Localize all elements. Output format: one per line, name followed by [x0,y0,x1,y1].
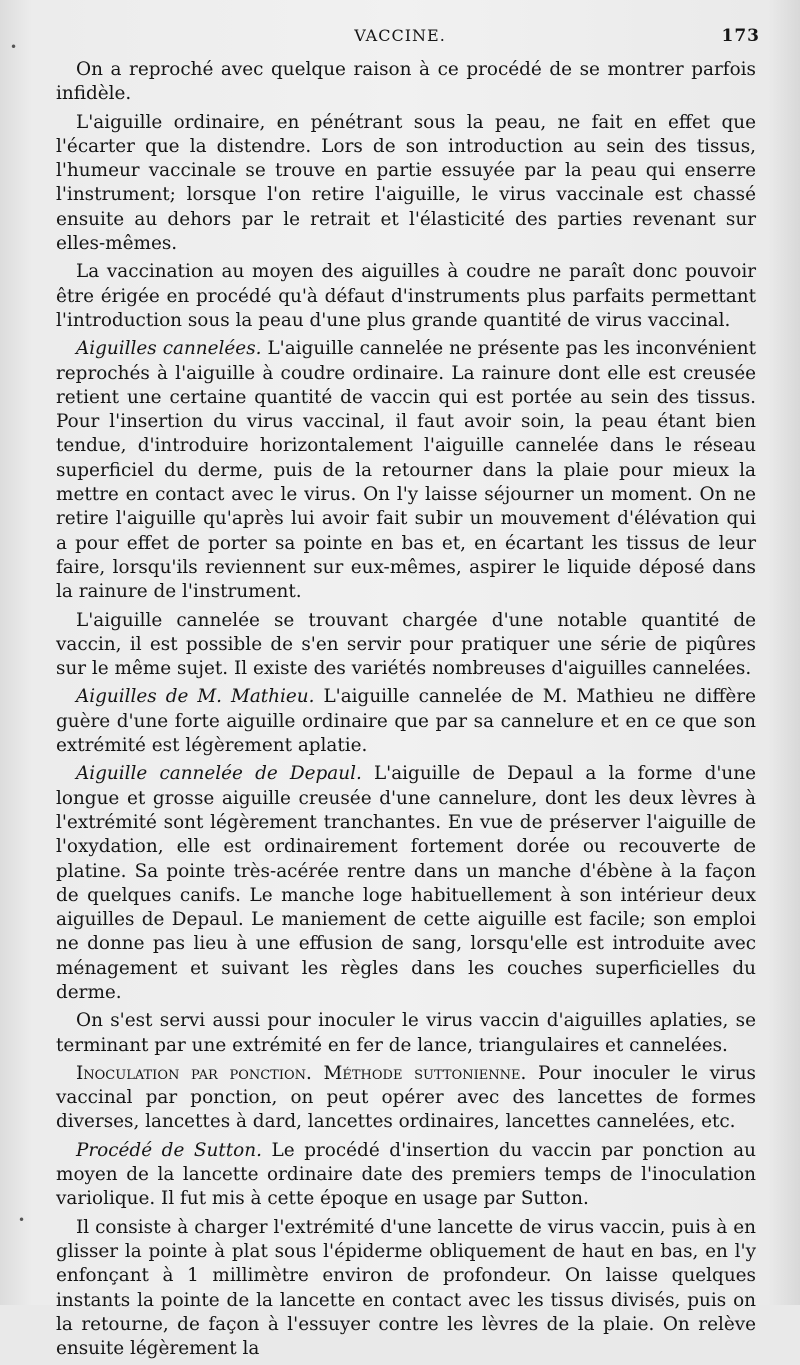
paragraph-2: L'aiguille ordinaire, en pénétrant sous la peau, ne fait en effet que l'écarter que la distendre. Lors de son introduction au sein des tissus, l'humeur vaccinale se trouve en partie essuyée par la peau qui enserre l'instrument; lorsque l'on retire l'aiguille, le virus vaccinale est chassé ensuite au dehors par le retrait et l'élasticité des parties revenant sur elles-mêmes. [56,111,756,255]
section-heading-smallcaps: Inoculation par ponction. Méthode suttonienne. [76,1062,527,1084]
running-title: VACCINE. [354,26,446,45]
paragraph-ponction: Inoculation par ponction. Méthode suttonienne. Pour inoculer le virus vaccinal par ponction, on peut opérer avec des lancettes de formes diverses, lancettes à dard, lancettes ordinaires, lancettes cannelées, etc. [56,1062,756,1133]
section-heading: Aiguilles de M. Mathieu. [76,686,315,708]
paragraph-depaul: Aiguille cannelée de Depaul. L'aiguille de Depaul a la forme d'une longue et grosse aiguille creusée d'une cannelure, dont les deux lèvres à l'extrémité sont légèrement tranchantes. En vue de préserver l'aiguille de l'oxydation, elle est ordinairement fortement dorée ou recouverte de platine. Sa pointe très-acérée rentre dans un manche d'ébène à la façon de quelques canifs. Le manche loge habituellement à son intérieur deux aiguilles de Depaul. Le maniement de cette aiguille est facile; son emploi ne donne pas lieu à une effusion de sang, lorsqu'elle est introduite avec ménagement et suivant les règles dans les couches superficielles du derme. [56,763,756,1003]
margin-dot-top: • [10,40,18,54]
paragraph-11: Il consiste à charger l'extrémité d'une lancette de virus vaccin, puis à en glisser la pointe à plat sous l'épiderme obliquement de haut en bas, en l'y enfonçant à 1 millimètre environ de profondeur. On laisse quelques instants la pointe de la lancette en contact avec les tissus divisés, puis on la retourne, de façon à l'essuyer contre les lèvres de la plaie. On relève ensuite légèrement la [56,1216,756,1360]
section-heading: Aiguilles cannelées. [76,338,262,360]
running-header [0,26,800,50]
paragraph-8: On s'est servi aussi pour inoculer le virus vaccin d'aiguilles aplaties, se terminant par une extrémité en fer de lance, triangulaires et cannelées. [56,1010,756,1056]
page-body [56,58,756,1365]
margin-dot-bottom: • [18,1213,26,1227]
paragraph-sutton: Procédé de Sutton. Le procédé d'insertion du vaccin par ponction au moyen de la lancette ordinaire date des premiers temps de l'inoculation variolique. Il fut mis à cette époque en usage par Sutton. [56,1139,756,1210]
section-heading: Procédé de Sutton. [76,1139,262,1161]
section-heading: Aiguille cannelée de Depaul. [76,763,362,785]
paragraph-aiguilles-cannelees: Aiguilles cannelées. L'aiguille cannelée ne présente pas les inconvénient reprochés à l'aiguille à coudre ordinaire. La rainure dont elle est creusée retient une certaine quantité de vaccin qui est portée au sein des tissus. Pour l'insertion du virus vaccinal, il faut avoir soin, la peau étant bien tendue, d'introduire horizontalement l'aiguille cannelée dans le réseau superficiel du derme, puis de la retourner dans la plaie pour mieux la mettre en contact avec le virus. On l'y laisse séjourner un moment. On ne retire l'aiguille qu'après lui avoir fait subir un mouvement d'élévation qui a pour effet de porter sa pointe en bas et, en écartant les tissus de leur faire, lorsqu'ils reviennent sur eux-mêmes, aspirer le liquide déposé dans la rainure de l'instrument. [56,338,756,603]
paragraph-1: On a reproché avec quelque raison à ce procédé de se montrer parfois infidèle. [56,59,756,105]
paragraph-3: La vaccination au moyen des aiguilles à coudre ne paraît donc pouvoir être érigée en procédé qu'à défaut d'instruments plus parfaits permettant l'introduction sous la peau d'une plus grande quantité de virus vaccinal. [56,261,756,331]
paragraph-5: L'aiguille cannelée se trouvant chargée d'une notable quantité de vaccin, il est possible de s'en servir pour pratiquer une série de piqûres sur le même sujet. Il existe des variétés nombreuses d'aiguilles cannelées. [56,609,756,680]
paragraph-mathieu: Aiguilles de M. Mathieu. L'aiguille cannelée de M. Mathieu ne diffère guère d'une forte aiguille ordinaire que par sa cannelure et en ce que son extrémité est légèrement aplatie. [56,686,756,757]
page-number: 173 [721,26,760,46]
